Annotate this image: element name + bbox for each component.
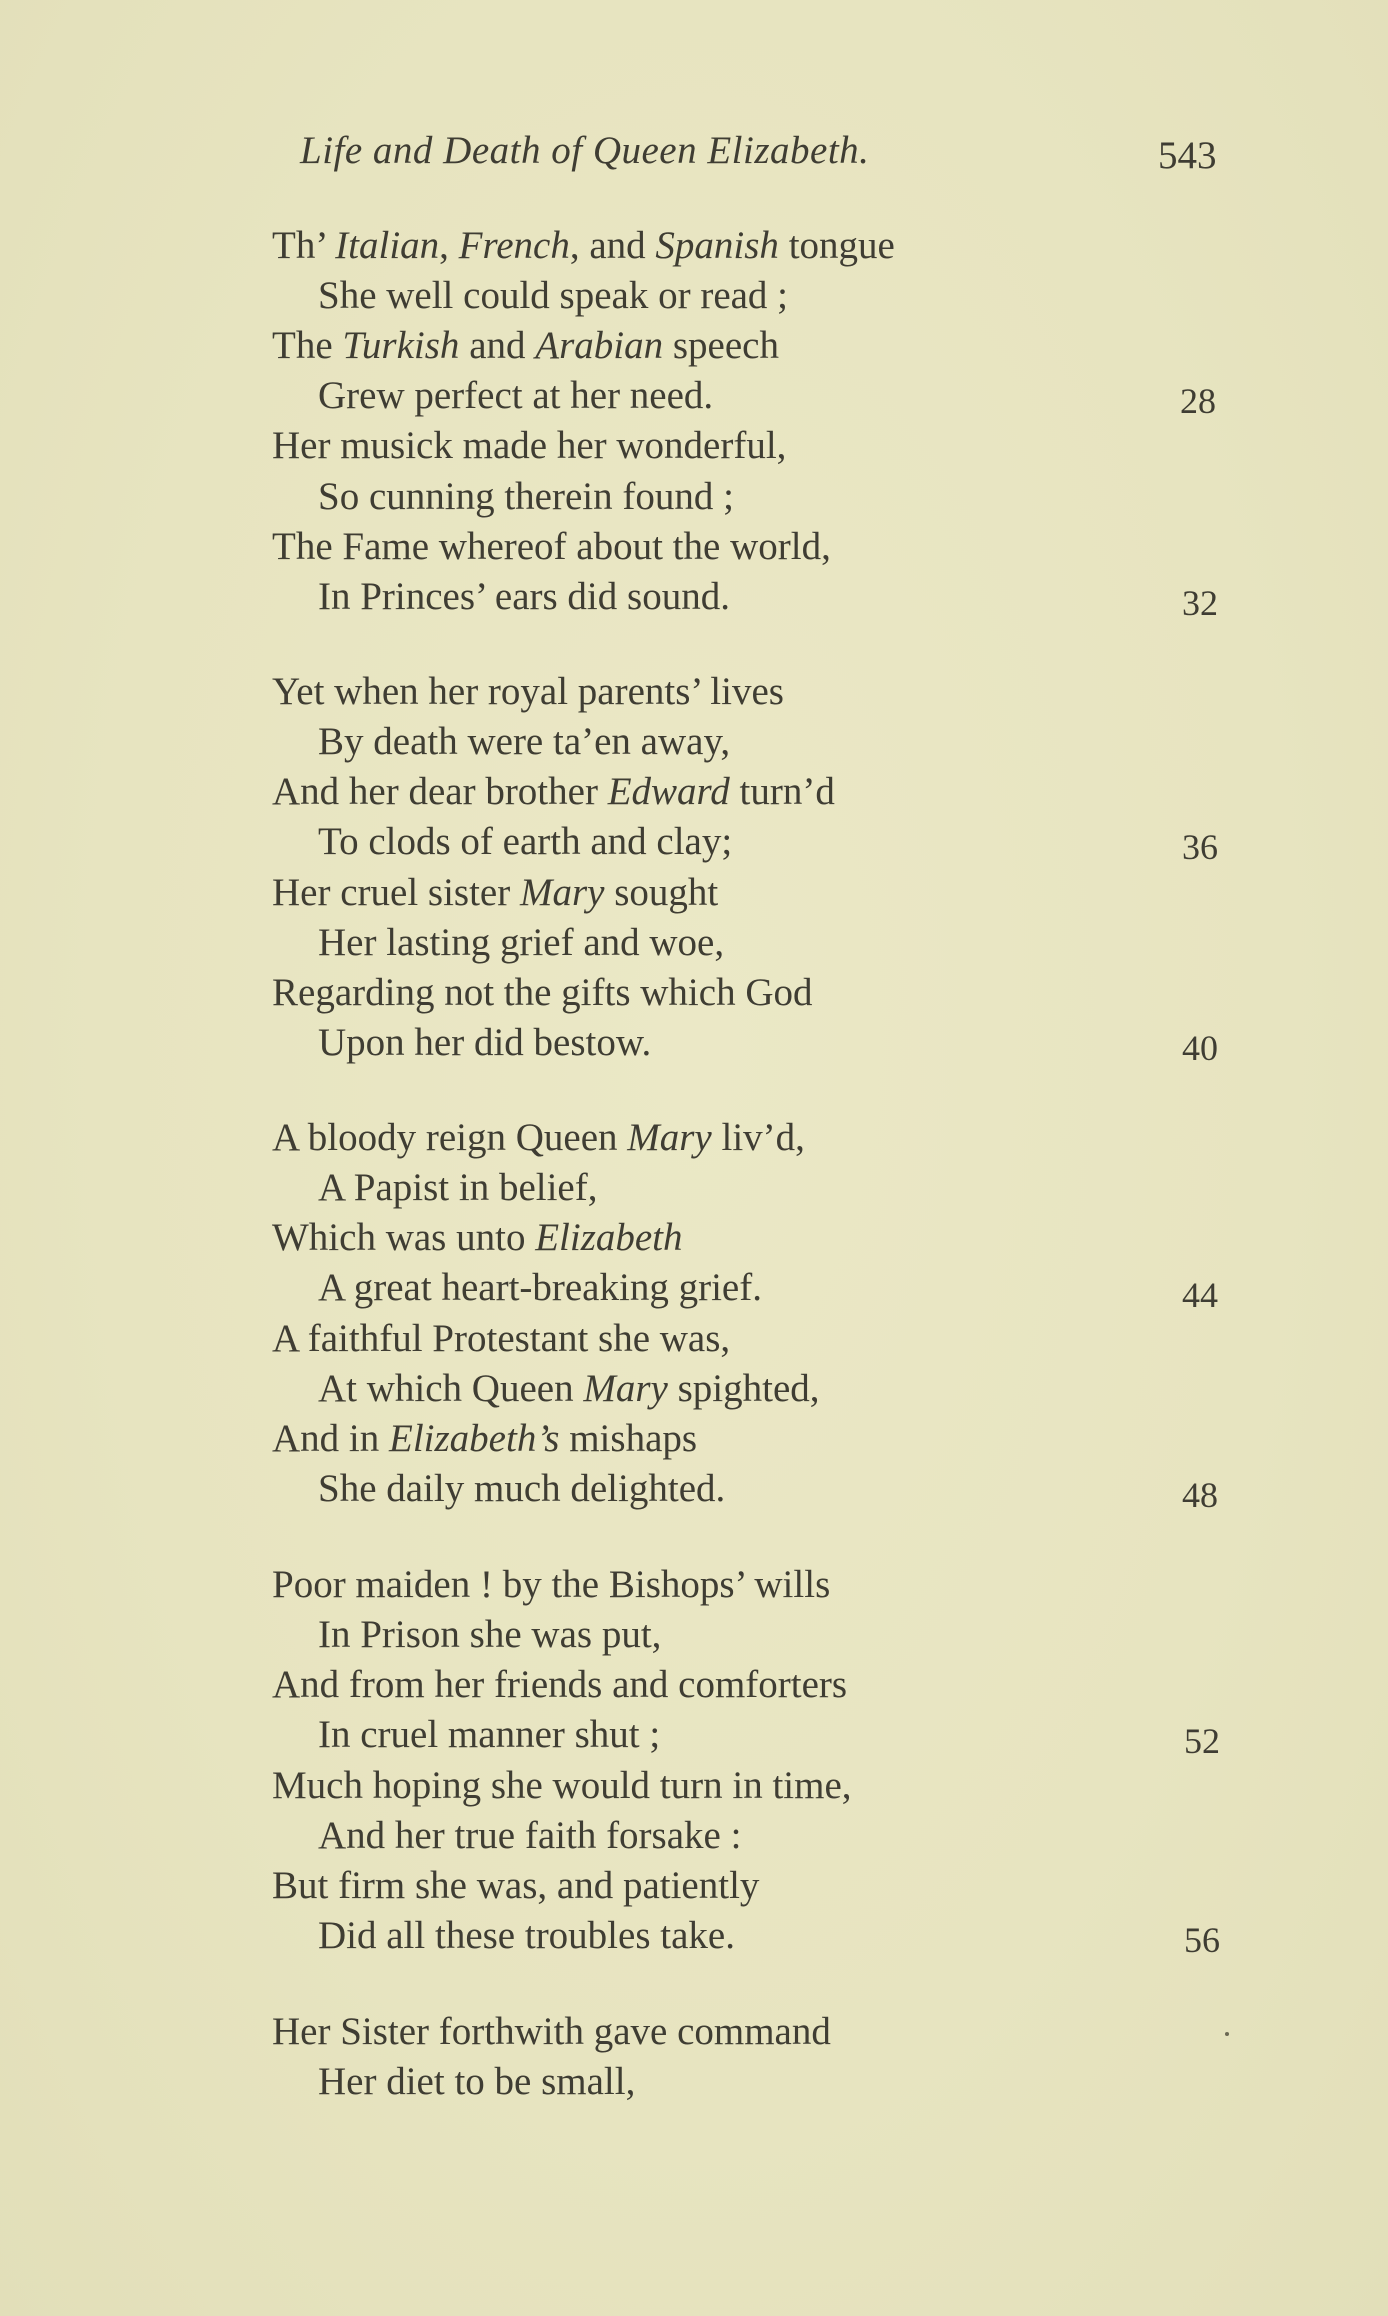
verse-line: But firm she was, and patiently: [272, 1864, 760, 1907]
verse-line: In Princes’ ears did sound.: [318, 575, 730, 618]
verse-line: Her diet to be small,: [318, 2060, 636, 2103]
verse-line: Which was unto Elizabeth: [272, 1216, 683, 1259]
verse-line: By death were ta’en away,: [318, 720, 731, 763]
line-number: 32: [1182, 583, 1218, 623]
verse-line: At which Queen Mary spighted,: [318, 1367, 820, 1410]
verse-line: A faithful Protestant she was,: [272, 1317, 731, 1360]
verse-line: Her lasting grief and woe,: [318, 921, 725, 964]
line-number: 36: [1182, 827, 1218, 867]
verse-line: In cruel manner shut ;: [318, 1713, 661, 1756]
line-number: 56: [1184, 1920, 1220, 1960]
verse-line: Her musick made her wonderful,: [272, 424, 787, 467]
running-title: Life and Death of Queen Elizabeth.: [300, 129, 870, 172]
verse-line: So cunning therein found ;: [318, 475, 734, 518]
verse-line: A great heart-breaking grief.: [318, 1266, 762, 1309]
line-number: 28: [1180, 381, 1216, 421]
verse-line: And her dear brother Edward turn’d: [272, 770, 835, 813]
verse-line: She daily much delighted.: [318, 1467, 726, 1510]
verse-line: Upon her did bestow.: [318, 1021, 652, 1064]
verse-line: A Papist in belief,: [318, 1166, 598, 1209]
verse-line: In Prison she was put,: [318, 1613, 662, 1656]
verse-line: Yet when her royal parents’ lives: [272, 670, 784, 713]
verse-line: Did all these troubles take.: [318, 1914, 735, 1957]
line-number: 44: [1182, 1275, 1218, 1315]
verse-line: Th’ Italian, French, and Spanish tongue: [272, 224, 895, 267]
verse-line: Regarding not the gifts which God: [272, 971, 813, 1014]
verse-line: And her true faith forsake :: [318, 1814, 742, 1857]
line-number: 48: [1182, 1475, 1218, 1515]
verse-line: Her cruel sister Mary sought: [272, 871, 719, 914]
verse-line: To clods of earth and clay;: [318, 820, 733, 863]
page-number: 543: [1158, 134, 1217, 177]
verse-line: Poor maiden ! by the Bishops’ wills: [272, 1563, 831, 1606]
verse-line: Her Sister forthwith gave command: [272, 2010, 831, 2053]
verse-line: A bloody reign Queen Mary liv’d,: [272, 1116, 805, 1159]
verse-line: And from her friends and comforters: [272, 1663, 848, 1706]
verse-line: Grew perfect at her need.: [318, 374, 714, 417]
verse-line: Much hoping she would turn in time,: [272, 1764, 852, 1807]
verse-line: The Fame whereof about the world,: [272, 525, 831, 568]
verse-line: The Turkish and Arabian speech: [272, 324, 779, 367]
verse-line: And in Elizabeth’s mishaps: [272, 1417, 698, 1460]
verse-line: She well could speak or read ;: [318, 274, 789, 317]
line-number: 52: [1184, 1721, 1220, 1761]
ink-speck: [1225, 2032, 1229, 2036]
line-number: 40: [1182, 1028, 1218, 1068]
